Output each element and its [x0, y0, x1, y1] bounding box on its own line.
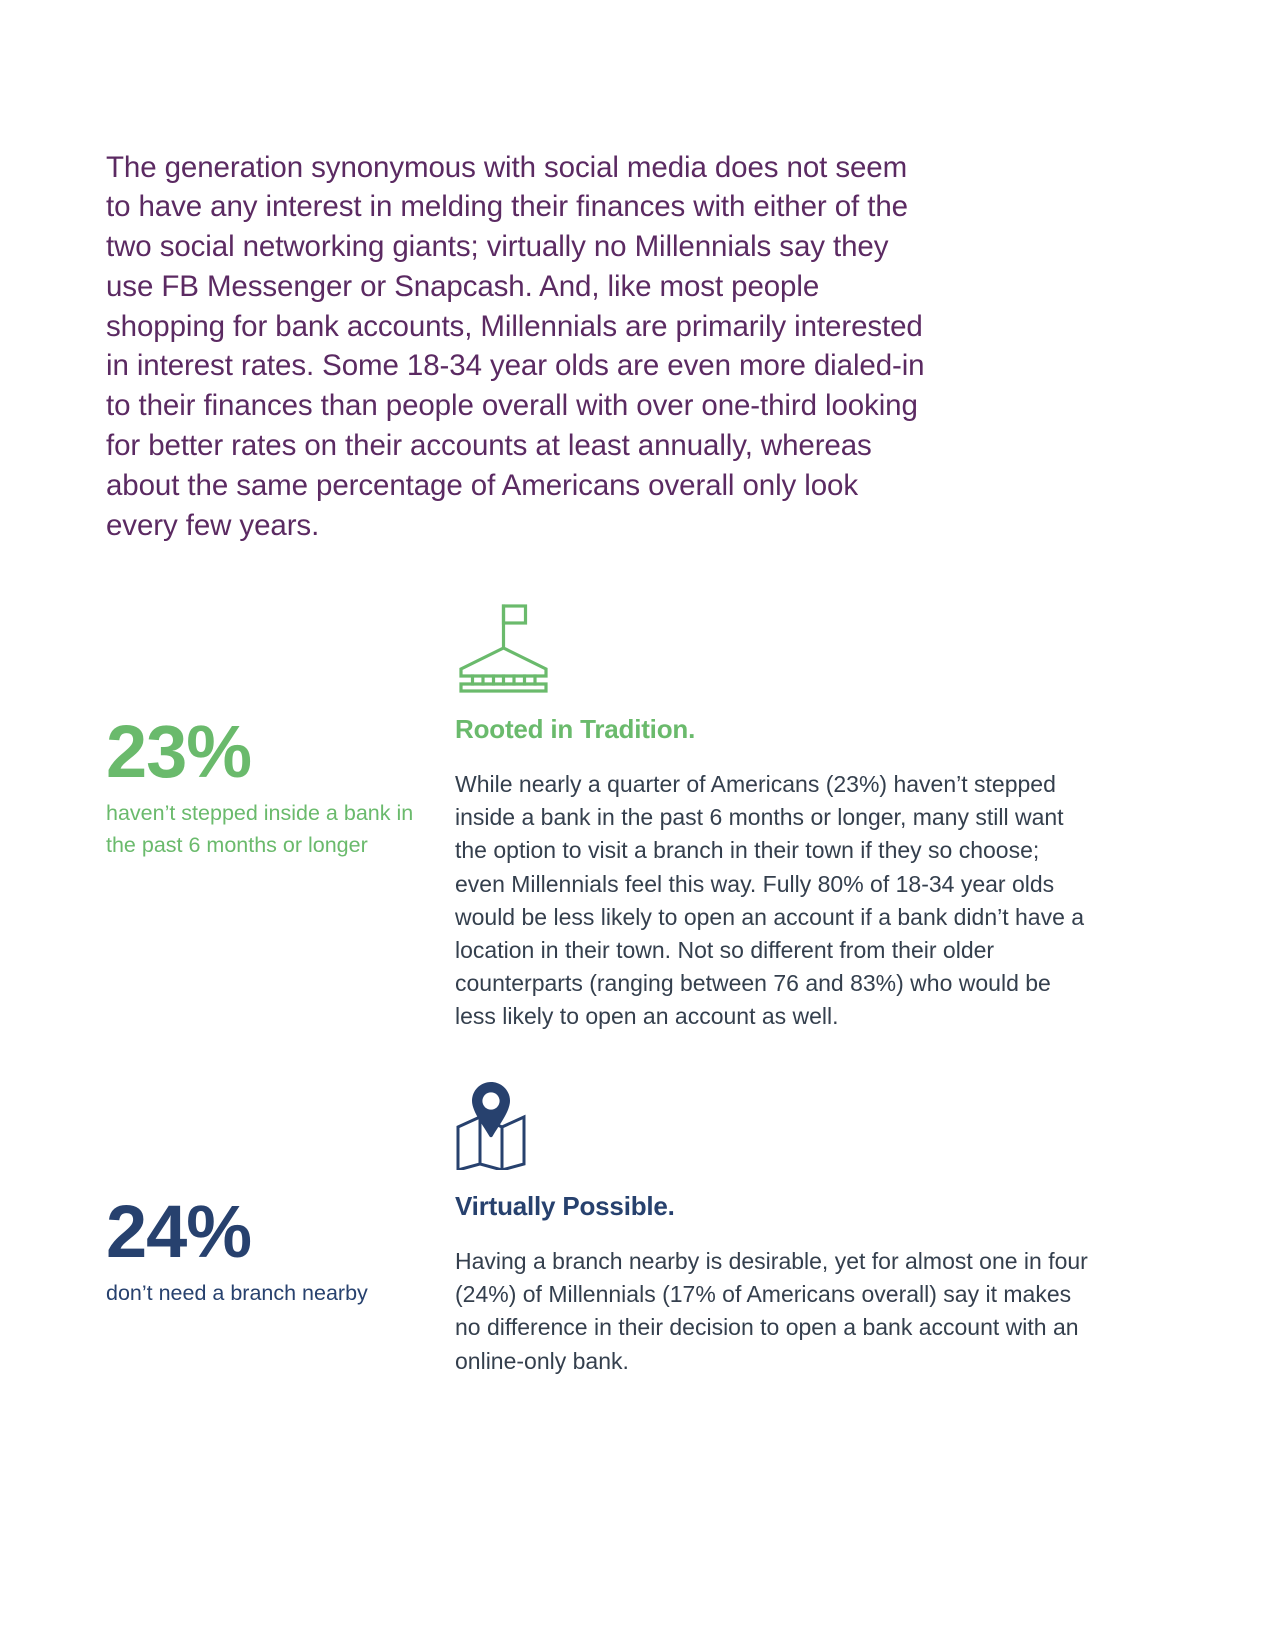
stat-block-23 [106, 710, 416, 861]
stat-caption: don’t need a branch nearby [106, 1280, 368, 1305]
section-title: Rooted in Tradition. [455, 714, 696, 744]
stat-value: 24% [106, 1190, 252, 1273]
intro-paragraph: The generation synonymous with social media does not seem to have any interest in melding their finances with either of the two social networking giants; virtually no Millennials say they use FB Messenger or Snapcash. And, like most people shopping for bank accounts, Millennials are primarily interested in interest rates. Some 18-34 year olds are even more dialed-in to their finances than people overall with over one-third looking for better rates on their accounts at least annually, whereas about the same percentage of Americans overall only look every few years. [106, 150, 925, 542]
bank-icon [455, 598, 1095, 698]
section-rooted-in-tradition [455, 598, 1095, 1057]
section-virtually-possible [455, 1080, 1095, 1401]
stat-caption: haven’t stepped inside a bank in the past 6 months or longer [106, 800, 414, 857]
section-body: Having a branch nearby is desirable, yet for almost one in four (24%) of Millennials (17% of Americans overall) say it makes no difference in their decision to open a bank account with an online-only bank. [455, 1248, 1088, 1374]
map-pin-icon [455, 1080, 1095, 1175]
stat-block-24 [106, 1190, 416, 1309]
section-title: Virtually Possible. [455, 1191, 675, 1221]
section-body: While nearly a quarter of Americans (23%) haven’t stepped inside a bank in the past 6 months or longer, many still want the option to visit a branch in their town if they so choose; even Millennials feel this way. Fully 80% of 18-34 year olds would be less likely to open an account if a bank didn’t have a location in their town. Not so different from their older counterparts (ranging between 76 and 83%) who would be less likely to open an account as well. [455, 771, 1085, 1030]
stat-value: 23% [106, 710, 252, 793]
